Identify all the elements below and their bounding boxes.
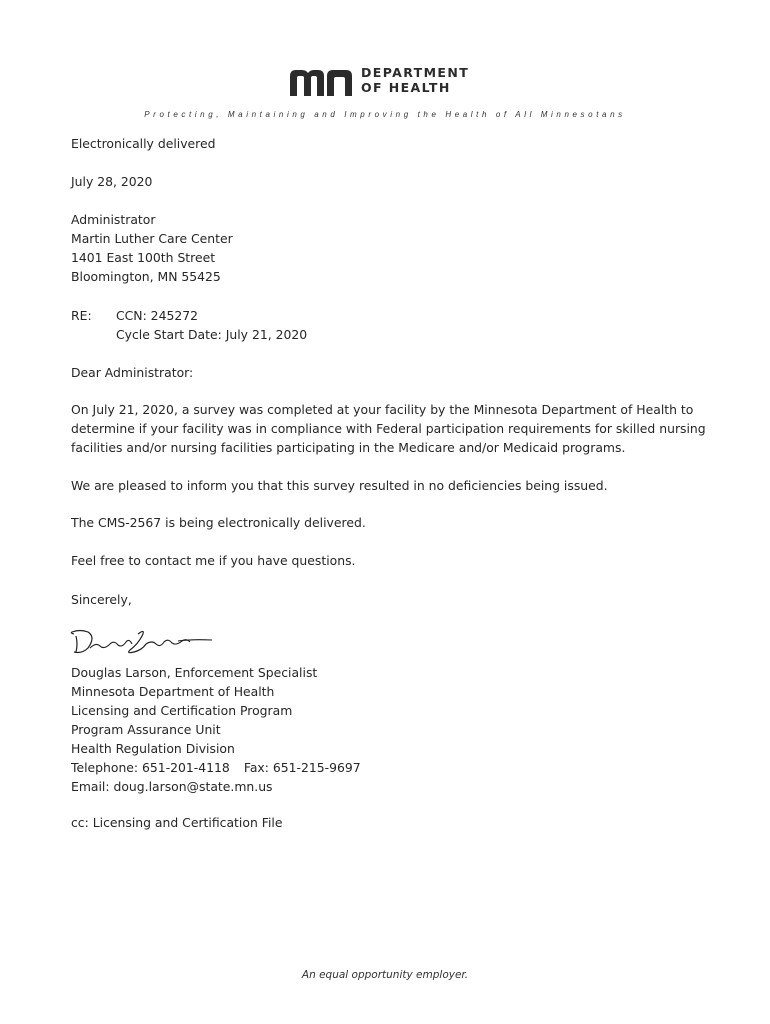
recipient-facility: Martin Luther Care Center: [71, 231, 233, 246]
salutation: Dear Administrator:: [71, 365, 194, 380]
recipient-street: 1401 East 100th Street: [71, 250, 216, 265]
recipient-city: Bloomington, MN 55425: [71, 269, 221, 284]
signer-telephone: Telephone: 651-201-4118: [71, 760, 230, 775]
letter-date: July 28, 2020: [71, 174, 153, 189]
re-ccn: CCN: 245272: [116, 308, 198, 323]
signer-department: Minnesota Department of Health: [71, 684, 275, 699]
paragraph-contact: Feel free to contact me if you have questions.: [71, 553, 356, 568]
recipient-title: Administrator: [71, 212, 156, 227]
signer-program: Licensing and Certification Program: [71, 703, 293, 718]
cc-line: cc: Licensing and Certification File: [71, 815, 283, 830]
mn-logo-icon: [288, 66, 354, 98]
paragraph-line: determine if your facility was in compliance with Federal participation requirements for skilled nursing: [71, 421, 706, 436]
signature-image: [66, 624, 216, 660]
signer-phone-fax: [71, 758, 711, 777]
logo-line-of-health: OF HEALTH: [361, 80, 451, 95]
signer-fax: Fax: 651-215-9697: [243, 760, 361, 775]
re-details: [116, 306, 307, 344]
closing: Sincerely,: [71, 592, 132, 607]
logo-wordmark: [361, 65, 469, 95]
paragraph-no-deficiencies: We are pleased to inform you that this survey resulted in no deficiencies being issued.: [71, 478, 608, 493]
signer-unit: Program Assurance Unit: [71, 722, 221, 737]
signer-division: Health Regulation Division: [71, 741, 235, 756]
letterhead: [0, 62, 770, 102]
footer-equal-opportunity: An equal opportunity employer.: [301, 969, 469, 981]
re-label: RE:: [71, 308, 92, 323]
signer-name-title: Douglas Larson, Enforcement Specialist: [71, 665, 318, 680]
signature-block: [71, 663, 711, 796]
signer-email: Email: doug.larson@state.mn.us: [71, 779, 273, 794]
paragraph-survey: [71, 400, 711, 457]
logo-line-department: DEPARTMENT: [361, 65, 470, 80]
re-cycle-start-date: Cycle Start Date: July 21, 2020: [116, 327, 308, 342]
letterhead-tagline: Protecting, Maintaining and Improving the Health of All Minnesotans: [144, 110, 626, 119]
delivery-method: Electronically delivered: [71, 136, 216, 151]
paragraph-cms-2567: The CMS-2567 is being electronically delivered.: [71, 515, 366, 530]
paragraph-line: facilities and/or nursing facilities participating in the Medicare and/or Medicaid programs.: [71, 440, 626, 455]
paragraph-line: On July 21, 2020, a survey was completed at your facility by the Minnesota Department of Health to: [71, 402, 694, 417]
recipient-address: [71, 210, 711, 286]
